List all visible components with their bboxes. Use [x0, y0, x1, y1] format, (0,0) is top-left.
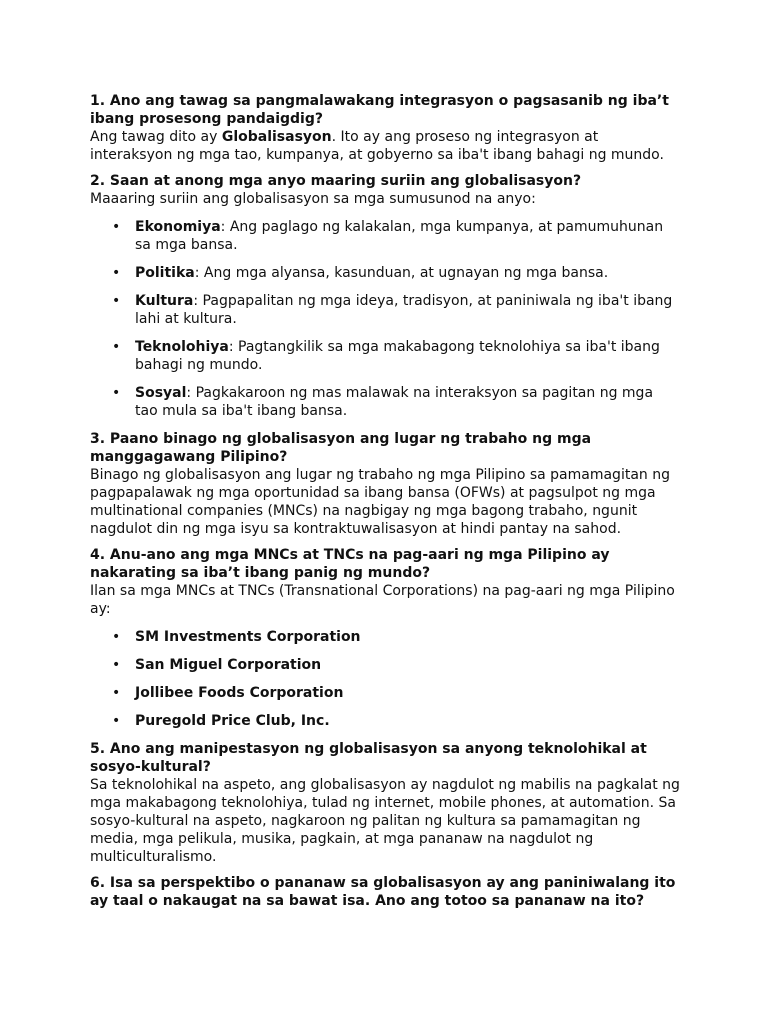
question-2: 2. Saan at anong mga anyo maaring suriin ang globalisasyon?: [90, 173, 582, 189]
list-item-text: : Pagkakaroon ng mas malawak na interaksyon sa pagitan ng mga tao mula sa iba't ibang bansa.: [135, 385, 654, 419]
list-item-text: : Pagpapalitan ng mga ideya, tradisyon, at paniniwala ng iba't ibang lahi at kultura.: [135, 293, 673, 327]
qa-block-4: [90, 546, 680, 730]
answer-1-rest: . Ito ay ang proseso ng integrasyon at interaksyon ng mga tao, kumpanya, at gobyerno sa iba't ibang bahagi ng mundo.: [90, 129, 664, 163]
question-6: 6. Isa sa perspektibo o pananaw sa globalisasyon ay ang paniniwalang ito ay taal o nakaugat na sa bawat isa. Ano ang totoo sa pananaw na ito?: [90, 875, 676, 909]
company-name: San Miguel Corporation: [135, 657, 322, 673]
question-5: 5. Ano ang manipestasyon ng globalisasyon sa anyong teknolohikal at sosyo-kultural?: [90, 741, 647, 775]
company-name: SM Investments Corporation: [135, 629, 361, 645]
bullet-icon: •: [112, 713, 121, 729]
answer-3: Binago ng globalisasyon ang lugar ng trabaho ng mga Pilipino sa pamamagitan ng pagpapalawak ng mga oportunidad sa ibang bansa (OFWs) at pagsulpot ng mga multinational companies (MNCs) na nagbigay ng mga bagong trabaho, ngunit nagdulot din ng mga isyu sa kontraktuwalisasyon at hindi pantay na sahod.: [90, 467, 670, 537]
bullet-icon: •: [112, 657, 121, 673]
forms-list: [90, 218, 680, 420]
answer-1-intro: Ang tawag dito ay: [90, 129, 222, 145]
qa-block-1: [90, 92, 680, 164]
answer-1: [90, 128, 680, 164]
company-name: Puregold Price Club, Inc.: [135, 713, 330, 729]
list-item: [112, 384, 680, 420]
list-item-term: Kultura: [135, 293, 194, 309]
answer-4-lead: Ilan sa mga MNCs at TNCs (Transnational Corporations) na pag-aari ng mga Pilipino ay:: [90, 583, 675, 617]
list-item: [112, 712, 680, 730]
bullet-icon: •: [112, 219, 121, 235]
list-item-term: Ekonomiya: [135, 219, 221, 235]
question-4: 4. Anu-ano ang mga MNCs at TNCs na pag-aari ng mga Pilipino ay nakarating sa iba’t ibang panig ng mundo?: [90, 547, 610, 581]
bullet-icon: •: [112, 685, 121, 701]
list-item: [112, 656, 680, 674]
list-item: [112, 292, 680, 328]
qa-block-3: [90, 430, 680, 538]
question-3: 3. Paano binago ng globalisasyon ang lugar ng trabaho ng mga manggagawang Pilipino?: [90, 431, 592, 465]
bullet-icon: •: [112, 339, 121, 355]
list-item: [112, 338, 680, 374]
qa-block-5: [90, 740, 680, 866]
answer-1-term: Globalisasyon: [221, 129, 332, 145]
question-1: 1. Ano ang tawag sa pangmalawakang integrasyon o pagsasanib ng iba’t ibang prosesong pandaigdig?: [90, 93, 669, 127]
list-item-term: Sosyal: [135, 385, 187, 401]
list-item-text: : Ang mga alyansa, kasunduan, at ugnayan ng mga bansa.: [194, 265, 609, 281]
list-item: [112, 628, 680, 646]
list-item-term: Teknolohiya: [135, 339, 229, 355]
qa-block-2: [90, 172, 680, 420]
list-item: [112, 264, 680, 282]
bullet-icon: •: [112, 385, 121, 401]
answer-2-lead: Maaaring suriin ang globalisasyon sa mga sumusunod na anyo:: [90, 191, 536, 207]
list-item-text: : Pagtangkilik sa mga makabagong teknolohiya sa iba't ibang bahagi ng mundo.: [135, 339, 660, 373]
companies-list: [90, 628, 680, 730]
list-item: [112, 218, 680, 254]
list-item-term: Politika: [135, 265, 195, 281]
bullet-icon: •: [112, 293, 121, 309]
bullet-icon: •: [112, 629, 121, 645]
qa-block-6: [90, 874, 680, 910]
answer-5: Sa teknolohikal na aspeto, ang globalisasyon ay nagdulot ng mabilis na pagkalat ng mga makabagong teknolohiya, tulad ng internet, mobile phones, at automation. Sa sosyo-kultural na aspeto, nagkaroon ng palitan ng kultura sa pamamagitan ng media, mga pelikula, musika, pagkain, at mga pananaw na nagdulot ng multiculturalismo.: [90, 777, 680, 865]
company-name: Jollibee Foods Corporation: [135, 685, 344, 701]
bullet-icon: •: [112, 265, 121, 281]
list-item: [112, 684, 680, 702]
list-item-text: : Ang paglago ng kalakalan, mga kumpanya, at pamumuhunan sa mga bansa.: [135, 219, 664, 253]
